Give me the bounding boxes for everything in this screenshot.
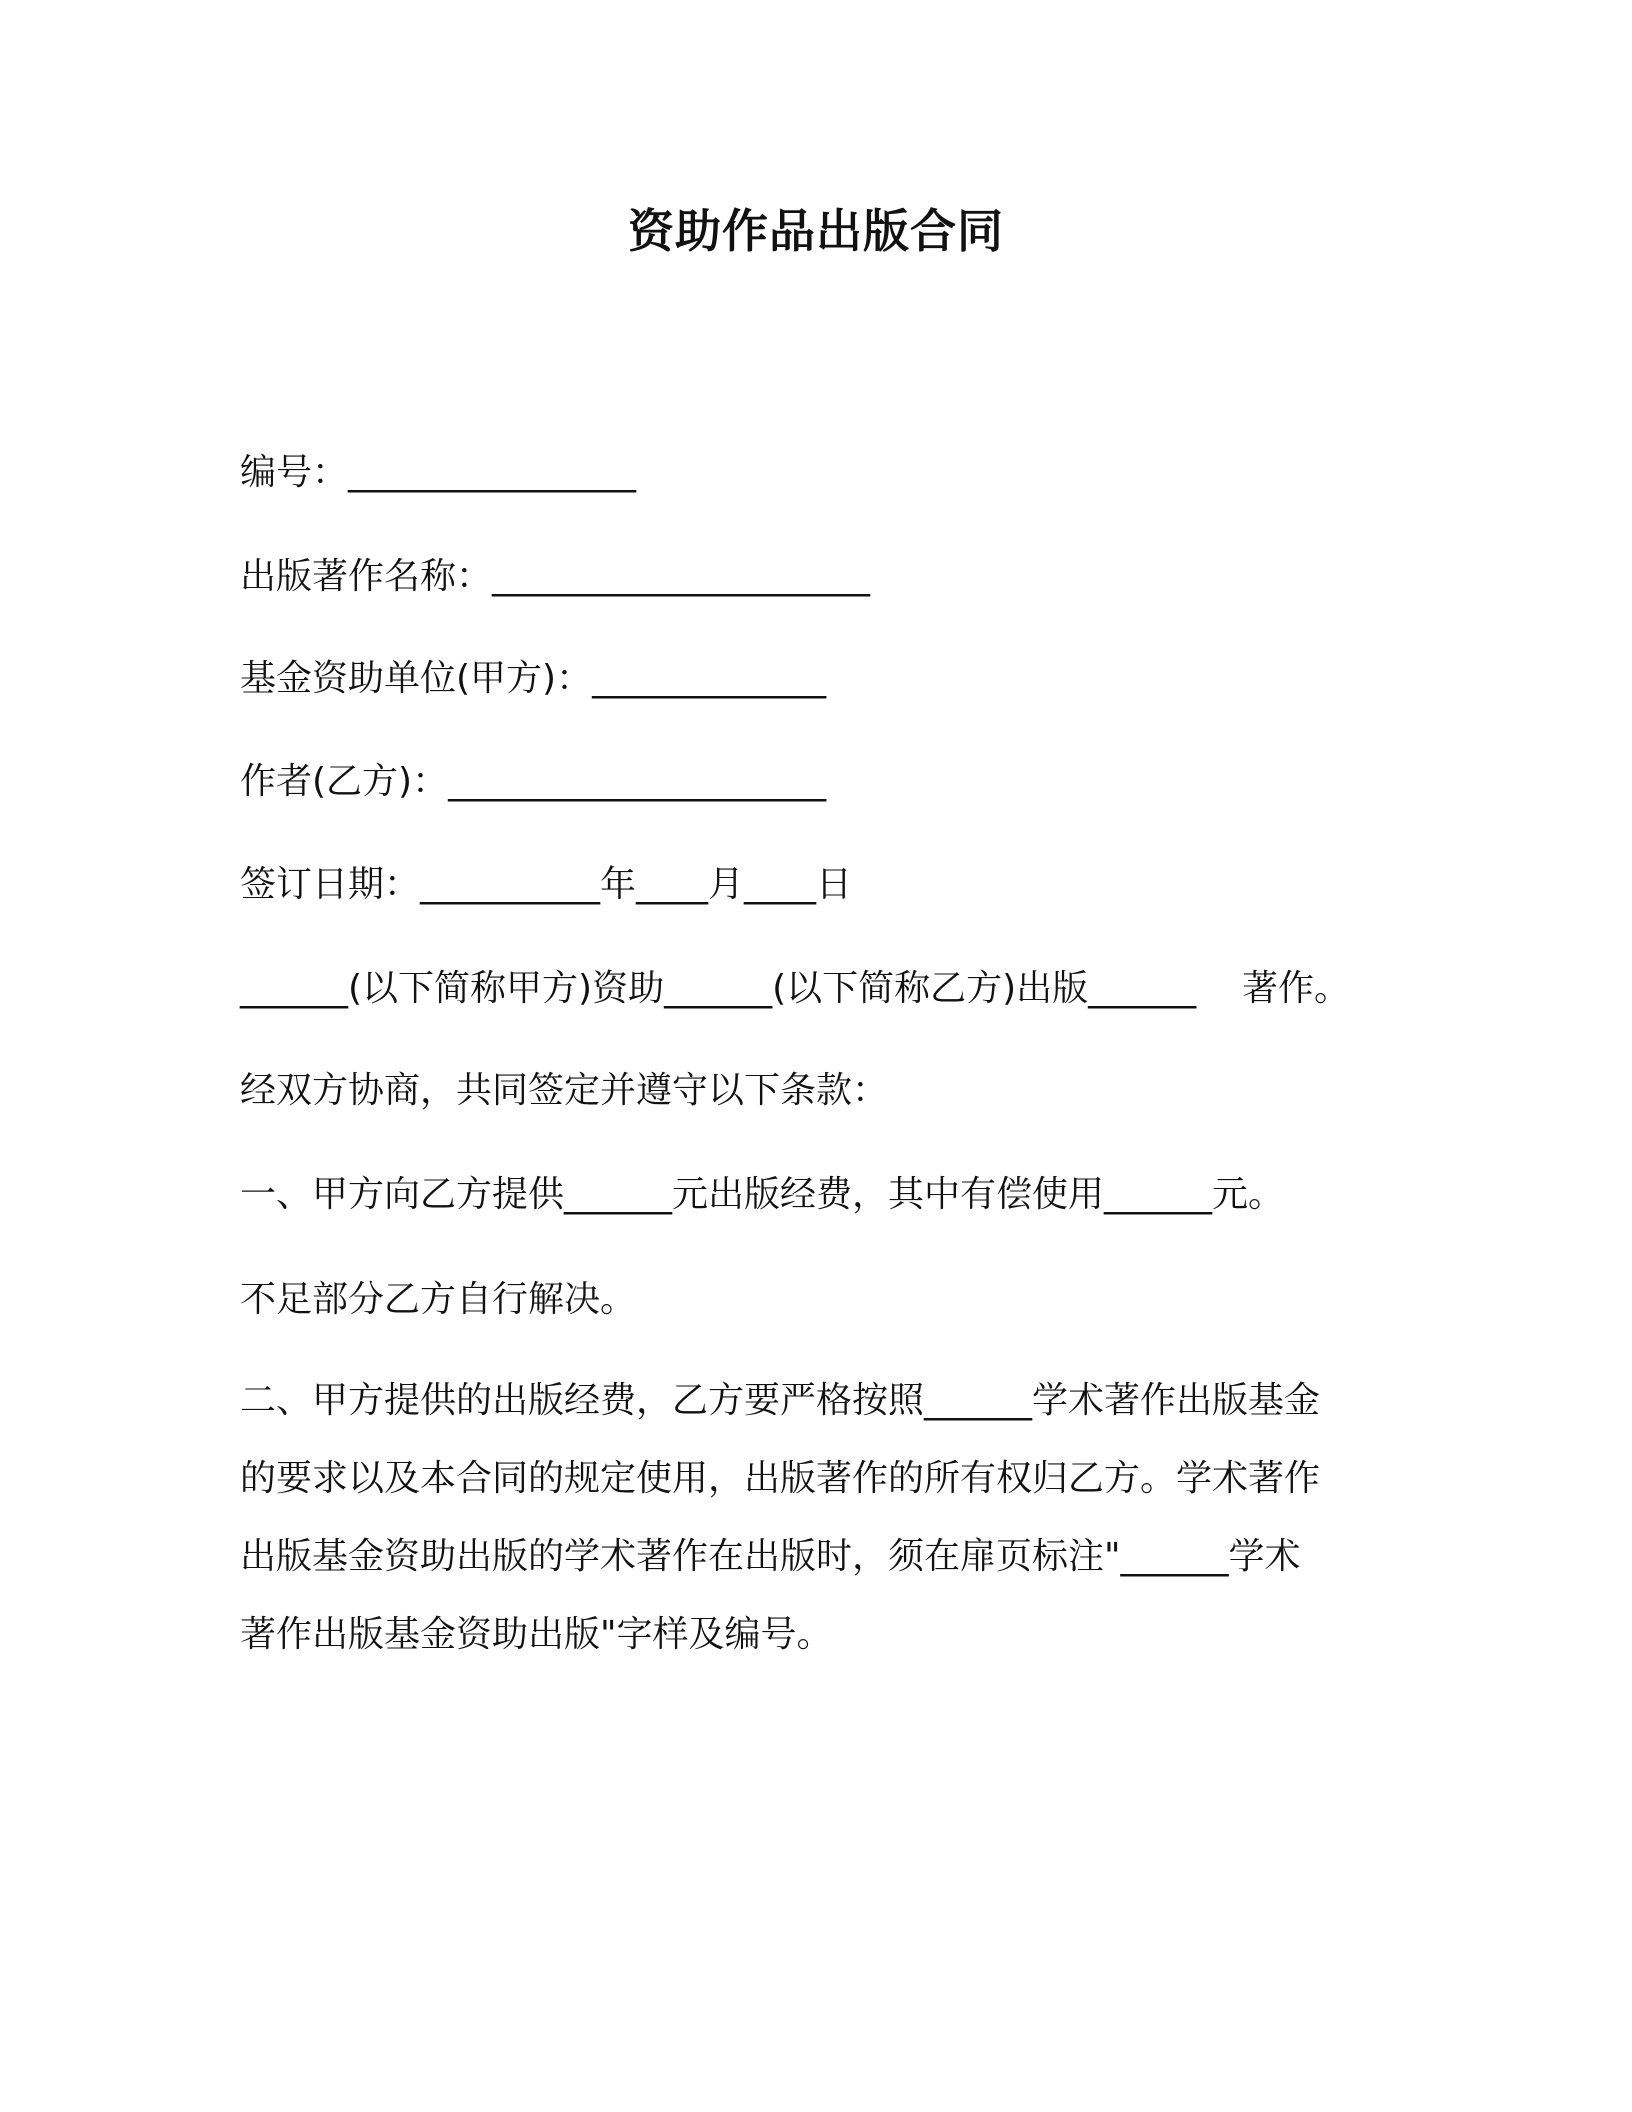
clause-2 [240,1376,1400,1688]
contract-number-field: 编号：________________ [240,452,637,493]
clause-2-line: 著作出版基金资助出版"字样及编号。 [240,1614,833,1655]
clause-2-line: 出版基金资助出版的学术著作在出版时，须在扉页标注"______学术 [240,1536,1301,1577]
clause-2-line: 二、甲方提供的出版经费，乙方要严格按照______学术著作出版基金 [240,1380,1321,1421]
party-a-field: 基金资助单位(甲方)：_____________ [240,658,827,699]
party-b-field: 作者(乙方)：_____________________ [240,761,827,802]
work-name-field: 出版著作名称：_____________________ [240,556,871,597]
clause-1: 一、甲方向乙方提供______元出版经费，其中有偿使用______元。 [240,1174,1285,1215]
clause-1-continuation: 不足部分乙方自行解决。 [240,1279,637,1320]
agreement-intro: 经双方协商，共同签定并遵守以下条款： [240,1070,889,1111]
sign-date-field: 签订日期：__________年____月____日 [240,864,853,905]
preamble-paragraph: ______(以下简称甲方)资助______(以下简称乙方)出版______ 著作。 [240,968,1350,1009]
document-title: 资助作品出版合同 [628,204,1004,258]
clause-2-line: 的要求以及本合同的规定使用，出版著作的所有权归乙方。学术著作 [240,1458,1321,1499]
